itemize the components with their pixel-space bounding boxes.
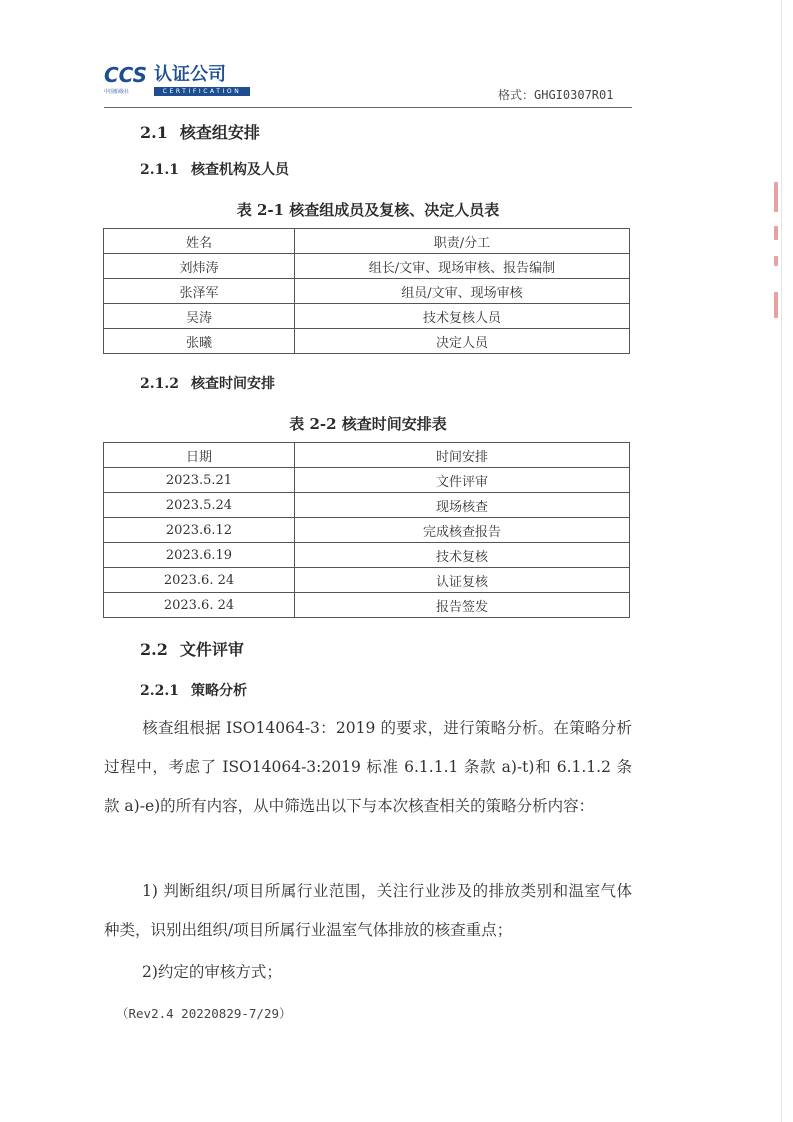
task-cell: 文件评审 <box>295 468 630 493</box>
date-cell: 2023.6.19 <box>104 543 295 568</box>
heading-text: 核查组安排 <box>179 123 260 142</box>
heading-text: 核查机构及人员 <box>190 162 289 178</box>
date-cell: 2023.5.24 <box>104 493 295 518</box>
table-row <box>104 593 630 618</box>
staff-table <box>103 228 630 354</box>
table-2-1-caption: 表 2-1 核查组成员及复核、决定人员表 <box>236 201 500 219</box>
table-2-2-caption: 表 2-2 核查时间安排表 <box>289 415 447 433</box>
table-row <box>104 543 630 568</box>
scan-red-mark <box>774 256 778 266</box>
header-cell: 姓名 <box>104 229 295 254</box>
ccs-certification-logo <box>104 64 254 100</box>
duty-cell: 组长/文审、现场审核、报告编制 <box>295 254 630 279</box>
table-header-row <box>104 443 630 468</box>
header-divider <box>104 107 632 108</box>
scan-red-mark <box>774 182 778 212</box>
table-row <box>104 304 630 329</box>
date-cell: 2023.6. 24 <box>104 593 295 618</box>
date-cell: 2023.6.12 <box>104 518 295 543</box>
scan-red-mark <box>774 292 778 318</box>
heading-text: 策略分析 <box>190 683 247 699</box>
name-cell: 张泽军 <box>104 279 295 304</box>
duty-cell: 决定人员 <box>295 329 630 354</box>
heading-number: 2.1.2 <box>140 376 179 392</box>
heading-2-2-1 <box>140 680 247 700</box>
header-cell: 时间安排 <box>295 443 630 468</box>
heading-text: 文件评审 <box>179 640 244 659</box>
table-row <box>104 254 630 279</box>
table-header-row <box>104 229 630 254</box>
format-code: 格式：GHGI0307R01 <box>498 88 614 102</box>
table-row <box>104 518 630 543</box>
date-cell: 2023.5.21 <box>104 468 295 493</box>
table-row <box>104 329 630 354</box>
table-row <box>104 493 630 518</box>
name-cell: 张曦 <box>104 329 295 354</box>
paragraph-text: 核查组根据 ISO14064-3：2019 的要求，进行策略分析。在策略分析过程中，考虑了 ISO14064-3:2019 标准 6.1.1.1 条款 a)-t)和 6.1.1.2 条款 a)-e)的所有内容，从中筛选出以下与本次核查相关的策略分析内容： <box>104 719 632 815</box>
paragraph-strategy-analysis <box>104 709 632 826</box>
table-row <box>104 468 630 493</box>
paragraph-text: 1) 判断组织/项目所属行业范围，关注行业涉及的排放类别和温室气体种类，识别出组织/项目所属行业温室气体排放的核查重点； <box>104 882 632 939</box>
paragraph-text: 2)约定的审核方式； <box>142 963 282 981</box>
revision-footer: （Rev2.4 20220829-7/29） <box>116 1006 292 1021</box>
heading-text: 核查时间安排 <box>190 376 275 392</box>
scan-edge-line <box>781 0 782 1122</box>
header-cell: 日期 <box>104 443 295 468</box>
table-row <box>104 568 630 593</box>
task-cell: 完成核查报告 <box>295 518 630 543</box>
heading-2-1-1 <box>140 159 289 179</box>
name-cell: 刘炜涛 <box>104 254 295 279</box>
name-cell: 吴涛 <box>104 304 295 329</box>
paragraph-item-2 <box>104 953 632 992</box>
heading-number: 2.1 <box>140 123 168 142</box>
table-row <box>104 279 630 304</box>
heading-2-2 <box>140 637 244 660</box>
logo-small-text: 中国船级社 <box>104 89 130 95</box>
task-cell: 技术复核 <box>295 543 630 568</box>
heading-number: 2.2.1 <box>140 683 179 699</box>
schedule-table <box>103 442 630 618</box>
task-cell: 认证复核 <box>295 568 630 593</box>
logo-ccs-text: CCS <box>104 63 148 87</box>
heading-2-1-2 <box>140 373 275 393</box>
logo-certification-bar: CERTIFICATION <box>154 87 250 96</box>
heading-number: 2.2 <box>140 640 168 659</box>
duty-cell: 组员/文审、现场审核 <box>295 279 630 304</box>
heading-number: 2.1.1 <box>140 162 179 178</box>
task-cell: 现场核查 <box>295 493 630 518</box>
date-cell: 2023.6. 24 <box>104 568 295 593</box>
logo-chinese-text: 认证公司 <box>154 64 226 85</box>
scan-red-mark <box>774 226 778 240</box>
paragraph-item-1 <box>104 872 632 950</box>
task-cell: 报告签发 <box>295 593 630 618</box>
duty-cell: 技术复核人员 <box>295 304 630 329</box>
header-cell: 职责/分工 <box>295 229 630 254</box>
heading-2-1 <box>140 120 260 143</box>
